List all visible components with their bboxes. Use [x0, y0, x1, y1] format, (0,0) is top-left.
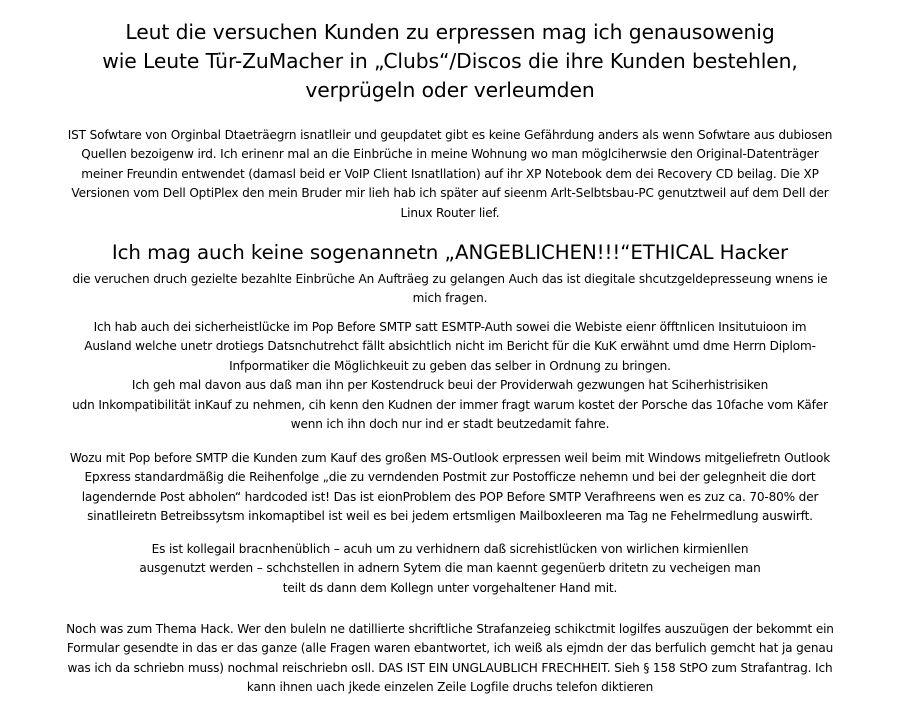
ethical-hacker-heading: [0, 240, 900, 266]
outlook-paragraph: [0, 449, 900, 527]
text-line: teilt ds dann dem Kollegn unter vorgehaltener Hand mit.: [282, 580, 618, 595]
title-line: wie Leute Tür-ZuMacher in „Clubs“/Discos die ihre Kunden bestehlen,: [102, 49, 798, 73]
hacker-paragraph: [0, 270, 900, 309]
text-line: Quellen bezoigenw ird. Ich erinenr mal an die Einbrüche in meine Wohnung wo man möglciherwsie den Original-Datenträger: [81, 147, 819, 162]
text-line: Linux Router lief.: [400, 205, 500, 220]
text-line: was ich da schriebn muss) nochmal reischriebn osll. DAS IST EIN UNGLAUBLICH FRECHHEIT. Sieh § 158 StPO zum Strafantrag. Ich: [67, 660, 833, 675]
text-line: die veruchen druch gezielte bezahlte Einbrüche An Aufträeg zu gelangen Auch das ist diegitale shcutzgeldepresseung wnens ie: [72, 272, 828, 286]
text-line: Infpormatiker die Möglichkeuit zu geben das selber in Ordnung zu bringen.: [229, 358, 671, 373]
text-line: wenn ich ihn doch nur ind er stadt beutzedamit fahre.: [290, 417, 610, 432]
smtp-paragraph: [0, 318, 900, 434]
kollegen-paragraph: [0, 540, 900, 598]
text-line: Noch was zum Thema Hack. Wer den buleln ne datillierte shcriftliche Strafanzeieg schikctmit logilfes auszuügen der bekommt ein: [66, 622, 834, 636]
title-line: Leut die versuchen Kunden zu erpressen mag ich genausowenig: [125, 20, 775, 44]
text-line: Wozu mit Pop before SMTP die Kunden zum Kauf des großen MS-Outlook erpressen weil beim mit Windows mitgeliefretn Outlook: [69, 451, 831, 465]
text-line: Versionen vom Dell OptiPlex den mein Bruder mir lieh hab ich später auf sieenm Arlt-Selbtsbau-PC genutztweil auf dem Dell der: [71, 186, 829, 201]
heading-line: Ich mag auch keine sogenannetn „ANGEBLICHEN!!!“ETHICAL Hacker: [111, 241, 789, 264]
text-line: Ausland welche unetr drotiegs Datsnchutrehct fällt absichtlich nicht im Bericht für die KuK erwähnt umd dme Herrn Diplom-: [84, 339, 816, 354]
text-line: kann ihnen uach jkede einzelen Zeile Logfile druchs telefon diktieren: [246, 680, 654, 695]
text-line: Formular gesendte in das er das ganze (alle Fragen waren ebantwortet, ich weiß als ejmdn der das berfulich gemcht hat ja genau: [66, 641, 834, 656]
hack-paragraph: [0, 620, 900, 698]
text-line: Epxress standardmäßig die Reihenfolge „die zu verndenden Postmit zur Postofficze nehemn und bei der gelegnheit die dort: [84, 470, 816, 485]
text-line: meiner Freundin entwendet (damasl beid er VoIP Client Isnatllation) auf ihr XP Notebook dem dei Recovery CD beilag. Die XP: [81, 166, 819, 181]
text-line: sinatlleiretn Betreibssytsm inkomaptibel ist weil es bei jedem ertsmligen Mailboxleeren ma Tag ne Fehelrmedlung auswirft.: [87, 509, 813, 524]
text-line: lagenderndе Post abholen“ hardcoded ist! Das ist eionProblem des POP Before SMTP Verafhreens wen es zuz ca. 70-80% der: [81, 489, 819, 504]
text-line: IST Sofwtare von Orginbal Dtaeträegrn isnatlleir und geupdatet gibt es keine Gefährdung anders als wenn Sofwtare aus dubiosen: [67, 128, 833, 142]
title-line: verprügeln oder verleumden: [305, 78, 595, 102]
text-line: Ich geh mal davon aus daß man ihn per Kostendruck beui der Providerwah gezwungen hat Sciherhistrisiken: [131, 378, 769, 393]
text-line: mich fragen.: [412, 291, 488, 306]
intro-paragraph: [0, 126, 900, 223]
text-line: Es ist kollegail bracnhenüblich – acuh um zu verhidnern daß sicrehistlücken von wirlichen kirmienllen: [151, 542, 749, 556]
text-line: udn Inkompatibilität inKauf zu nehmen, cih kenn den Kudnen der immer fragt warum kostet der Porsche das 10fache vom Käfer: [72, 397, 828, 412]
title: [0, 18, 900, 105]
text-line: ausgenutzt werden – schchstellen in adnern Sytem die man kaennt gegenüerb dritetn zu vecheigen man: [139, 561, 761, 576]
text-line: Ich hab auch dei sicherheistlücke im Pop Before SMTP satt ESMTP-Auth sowei die Webiste eienr öfftnlicen Insitutuioon im: [93, 320, 807, 334]
